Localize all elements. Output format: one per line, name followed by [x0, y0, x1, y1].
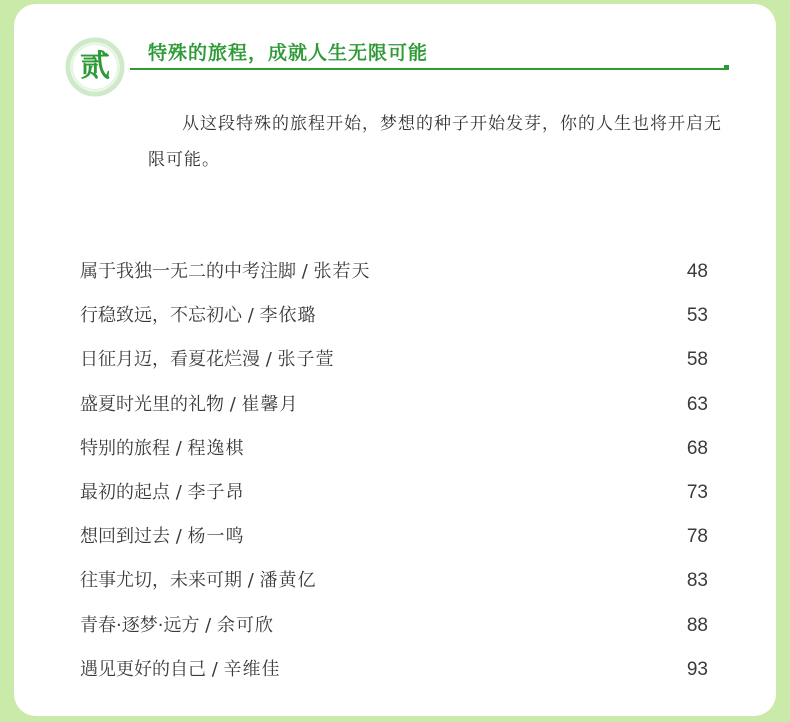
- chapter-badge: [64, 36, 126, 98]
- toc-author: 李依璐: [259, 305, 317, 327]
- toc-article-title: 最初的起点: [80, 481, 170, 503]
- toc-entry[interactable]: [80, 515, 708, 559]
- toc-author: 潘黄亿: [259, 570, 317, 592]
- toc-entry[interactable]: [80, 383, 708, 427]
- toc-separator: /: [224, 393, 242, 415]
- chapter-title: 特殊的旅程，成就人生无限可能: [148, 42, 429, 64]
- toc-entry-title: [80, 383, 299, 427]
- toc-entry-title: [80, 515, 245, 559]
- chapter-numeral: 贰: [80, 49, 110, 84]
- toc-entry[interactable]: [80, 559, 708, 603]
- toc-page-number: 58: [686, 349, 708, 371]
- toc-article-title: 日征月迈，看夏花烂漫: [80, 349, 260, 371]
- toc-author: 崔馨月: [241, 393, 299, 415]
- toc-entry[interactable]: [80, 471, 708, 515]
- toc-separator: /: [199, 614, 217, 636]
- toc-entry-title: [80, 427, 245, 471]
- toc-entry-title: [80, 250, 371, 294]
- book-page: [14, 4, 776, 716]
- toc-author: 余可欣: [216, 614, 274, 636]
- toc-separator: /: [206, 658, 224, 680]
- chapter-intro: 从这段特殊的旅程开始，梦想的种子开始发芽，你的人生也将开启无限可能。: [148, 114, 722, 170]
- underline-end-dot: [724, 65, 729, 70]
- toc-entry-title: [80, 648, 281, 692]
- toc-page-number: 68: [686, 437, 708, 459]
- toc-page-number: 48: [686, 261, 708, 282]
- toc-article-title: 行稳致远，不忘初心: [80, 305, 242, 327]
- toc-entry[interactable]: [80, 338, 708, 382]
- toc-page-number: 88: [686, 614, 708, 636]
- toc-author: 程逸棋: [187, 437, 245, 459]
- table-of-contents: [80, 250, 708, 692]
- toc-entry-title: [80, 338, 335, 382]
- toc-author: 张若天: [313, 261, 371, 282]
- toc-page-number: 73: [686, 481, 708, 503]
- toc-article-title: 属于我独一无二的中考注脚: [80, 261, 296, 282]
- toc-page-number: 63: [686, 393, 708, 415]
- toc-page-number: 53: [686, 305, 708, 327]
- toc-entry-title: [80, 294, 317, 338]
- toc-entry[interactable]: [80, 604, 708, 648]
- toc-entry[interactable]: [80, 427, 708, 471]
- toc-entry-title: [80, 559, 317, 603]
- toc-page-number: 78: [686, 526, 708, 548]
- toc-separator: /: [170, 481, 188, 503]
- toc-separator: /: [170, 437, 188, 459]
- toc-entry-title: [80, 604, 274, 648]
- toc-author: 李子昂: [187, 481, 245, 503]
- toc-entry[interactable]: [80, 250, 708, 294]
- toc-article-title: 遇见更好的自己: [80, 658, 206, 680]
- toc-separator: /: [242, 305, 260, 327]
- toc-article-title: 想回到过去: [80, 526, 170, 548]
- toc-article-title: 盛夏时光里的礼物: [80, 393, 224, 415]
- toc-page-number: 93: [686, 658, 708, 680]
- toc-entry-title: [80, 471, 245, 515]
- toc-separator: /: [260, 349, 278, 371]
- toc-author: 辛维佳: [223, 658, 281, 680]
- toc-author: 杨一鸣: [187, 526, 245, 548]
- toc-entry[interactable]: [80, 294, 708, 338]
- toc-entry[interactable]: [80, 648, 708, 692]
- toc-article-title: 青春·逐梦·远方: [80, 614, 200, 636]
- toc-page-number: 83: [686, 570, 708, 592]
- toc-separator: /: [296, 261, 314, 282]
- toc-article-title: 特别的旅程: [80, 437, 170, 459]
- toc-author: 张子萱: [277, 349, 335, 371]
- toc-separator: /: [170, 526, 188, 548]
- title-underline: [130, 68, 728, 70]
- toc-separator: /: [242, 570, 260, 592]
- toc-article-title: 往事尤切，未来可期: [80, 570, 242, 592]
